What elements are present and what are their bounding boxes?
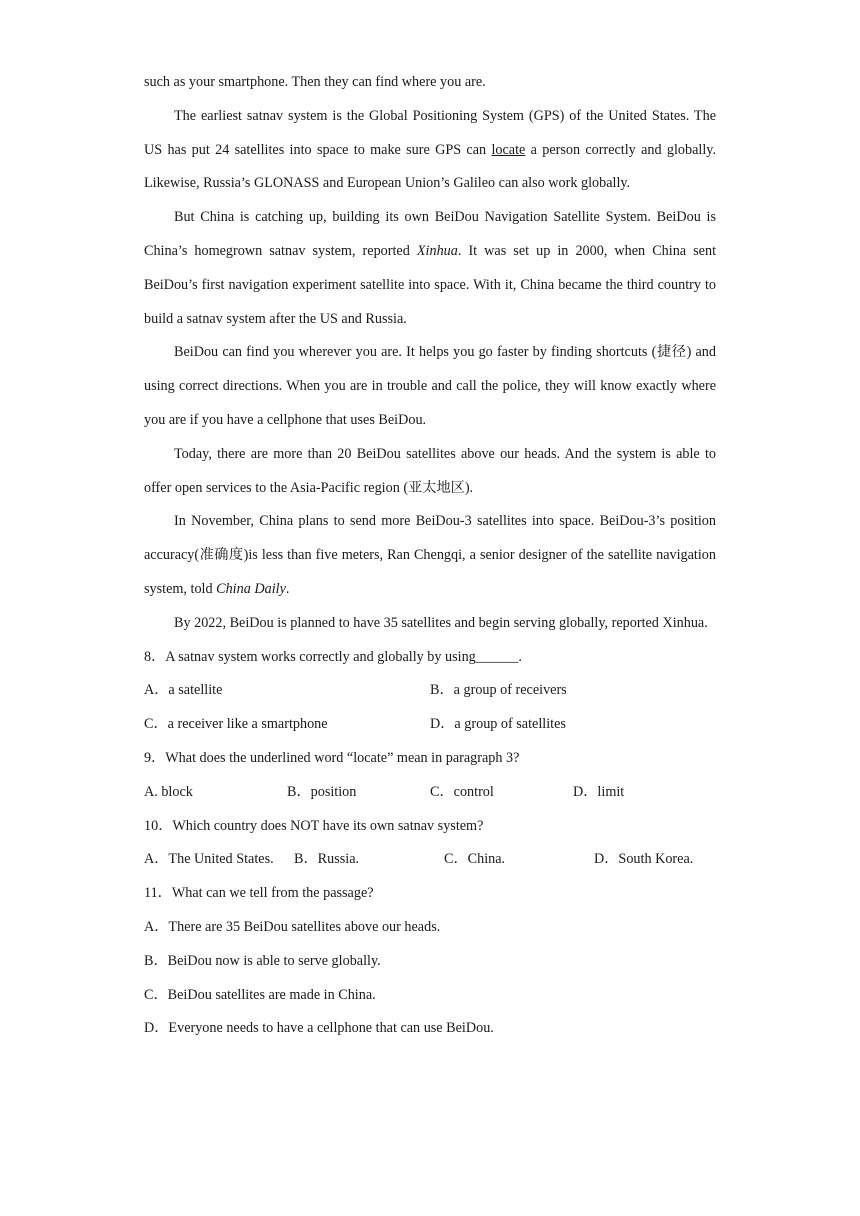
question-8-options-row-1 <box>144 674 716 708</box>
question-8-options-row-2 <box>144 708 716 742</box>
paragraph-continuation: such as your smartphone. Then they can find where you are. <box>144 74 486 90</box>
question-8-option-d: D．a group of satellites <box>430 716 566 733</box>
question-10-options <box>144 843 716 877</box>
source-xinhua: Xinhua <box>416 242 458 259</box>
paragraph-4 <box>144 201 716 336</box>
question-10-option-a: A．The United States. <box>144 851 274 868</box>
paragraph-6: Today, there are more than 20 BeiDou satellites above our heads. And the system is able to offer open services to the Asia-Pacific region (亚太地区). <box>144 445 716 496</box>
paragraph-3-text-b: a person correctly and globally. Likewise, Russia’s GLONASS and European Union’s Galileo can also work globally. <box>144 141 717 192</box>
question-11-option-c: C．BeiDou satellites are made in China. <box>144 986 376 1003</box>
question-9-stem: 9．What does the underlined word “locate” mean in paragraph 3? <box>144 749 520 766</box>
paragraph-4-text-b: . It was set up in 2000, when China sent BeiDou’s first navigation experiment satellite into space. With it, China became the third country to build a satnav system after the US and Russia. <box>144 242 717 327</box>
paragraph-3 <box>144 100 716 201</box>
paragraph-7-text-a: In November, China plans to send more BeiDou-3 satellites into space. BeiDou-3’s position accuracy(准确度)is less than five meters, Ran Chengqi, a senior designer of the satellite navigation system, told <box>144 513 716 597</box>
paragraph-7 <box>144 505 716 606</box>
question-9-options <box>144 776 716 810</box>
paragraph-3-text-a: The earliest satnav system is the Global Positioning System (GPS) of the United States. The US has put 24 satellites into space to make sure GPS can <box>144 107 716 158</box>
question-8-stem: 8．A satnav system works correctly and globally by using______. <box>144 648 522 665</box>
question-8-option-c: C．a receiver like a smartphone <box>144 716 328 733</box>
question-11-stem: 11．What can we tell from the passage? <box>144 885 374 902</box>
question-8-option-b: B．a group of receivers <box>430 682 567 699</box>
question-11-option-d: D．Everyone needs to have a cellphone that can use BeiDou. <box>144 1020 494 1037</box>
paragraph-5: BeiDou can find you wherever you are. It helps you go faster by finding shortcuts (捷径) and using correct directions. When you are in trouble and call the police, they will know exactly where you are if you have a cellphone that uses BeiDou. <box>144 344 716 428</box>
question-11-option-a: A．There are 35 BeiDou satellites above our heads. <box>144 918 441 935</box>
underlined-word-locate: locate <box>491 141 526 158</box>
question-10-option-b: B．Russia. <box>294 851 360 868</box>
paragraph-7-text-b: . <box>285 580 290 597</box>
paragraph-8: By 2022, BeiDou is planned to have 35 satellites and begin serving globally, reported Xinhua. <box>174 614 708 631</box>
question-10-stem: 10．Which country does NOT have its own satnav system? <box>144 817 484 834</box>
question-9-option-c: C．control <box>430 783 494 800</box>
question-11-option-b: B．BeiDou now is able to serve globally. <box>144 952 381 969</box>
question-9-option-a: A. block <box>144 783 193 800</box>
question-10-option-d: D．South Korea. <box>594 851 694 868</box>
document-page <box>144 66 716 1046</box>
question-8-option-a: A．a satellite <box>144 682 223 699</box>
question-10-option-c: C．China. <box>444 851 506 868</box>
source-china-daily: China Daily <box>216 580 286 597</box>
question-9-option-d: D．limit <box>573 783 625 800</box>
question-9-option-b: B．position <box>287 783 357 800</box>
paragraph-4-text-a: But China is catching up, building its own BeiDou Navigation Satellite System. BeiDou is China’s homegrown satnav system, reported <box>144 209 716 259</box>
